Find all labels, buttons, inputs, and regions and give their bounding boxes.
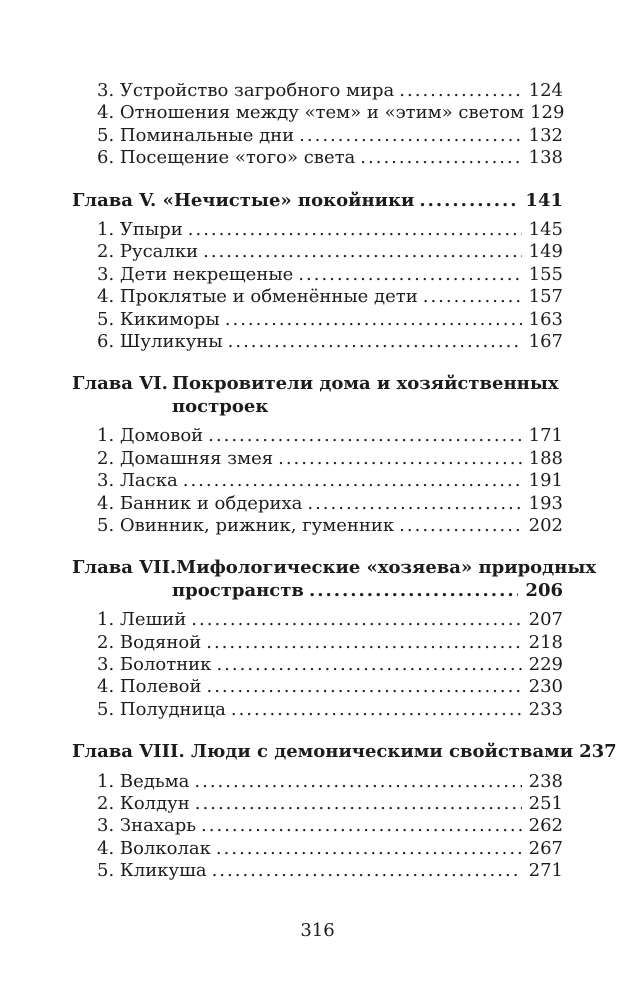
toc-entry-title: 5. Кликуша: [97, 860, 207, 882]
dot-leader: [298, 264, 521, 286]
toc-section-chapter-7: [72, 557, 597, 721]
toc-entry-title: 4. Волколак: [97, 837, 211, 859]
toc-entry: [72, 632, 563, 654]
dot-leader: [278, 448, 522, 470]
toc-entry-title: Покровители дома и хозяйственных: [172, 373, 559, 395]
toc-page-number: 132: [528, 124, 563, 146]
toc-page-number: 233: [528, 698, 563, 720]
toc-section-heading: [72, 741, 617, 763]
table-of-contents: [72, 80, 617, 883]
toc-entry: [72, 654, 563, 676]
toc-page-number: 271: [528, 860, 563, 882]
toc-chapter-heading-continuation: [72, 580, 563, 602]
toc-entry-title: 4. Полевой: [97, 676, 202, 698]
dot-leader: [194, 771, 521, 793]
toc-section-items: [72, 425, 563, 537]
dot-leader: [183, 470, 522, 492]
toc-entry: [72, 80, 563, 102]
dot-leader: [419, 190, 518, 212]
toc-section-heading: [72, 557, 597, 602]
dot-leader: [203, 241, 522, 263]
toc-entry-title: 6. Посещение «того» света: [97, 147, 356, 169]
toc-entry: [72, 219, 563, 241]
dot-leader: [206, 632, 521, 654]
toc-page-number: 171: [528, 425, 563, 447]
toc-chapter-heading: [72, 373, 563, 395]
dot-leader: [212, 860, 522, 882]
dot-leader: [423, 286, 522, 308]
toc-entry-title: Мифологические «хозяева» природных: [176, 557, 597, 579]
toc-entry: [72, 676, 563, 698]
toc-entry: [72, 771, 563, 793]
toc-entry: [72, 331, 563, 353]
dot-leader: [201, 815, 522, 837]
toc-page-number: 167: [528, 331, 563, 353]
toc-entry-title: 4. Проклятые и обменённые дети: [97, 286, 418, 308]
toc-section-preceding-chapter-items: [72, 80, 563, 170]
dot-leader: [206, 676, 521, 698]
toc-section-chapter-6: [72, 373, 563, 537]
toc-entry: [72, 448, 563, 470]
dot-leader: [191, 609, 521, 631]
toc-page-number: 251: [528, 792, 563, 814]
toc-page-number: 124: [528, 80, 563, 101]
toc-entry-title: 3. Устройство загробного мира: [97, 80, 395, 101]
toc-entry: [72, 125, 563, 147]
toc-page-number: 188: [528, 447, 563, 469]
toc-section-items: [72, 771, 563, 883]
toc-page-number: 202: [528, 514, 563, 536]
dot-leader: [309, 580, 518, 602]
dot-leader: [225, 309, 522, 331]
toc-entry-title: Глава VIII. Люди с демоническими свойствами: [72, 741, 574, 763]
toc-page-number: 206: [525, 579, 563, 601]
toc-section-chapter-5: [72, 190, 563, 354]
toc-entry: [72, 493, 563, 515]
toc-entry-title: 5. Полудница: [97, 698, 226, 720]
toc-page-number: 267: [528, 837, 563, 859]
dot-leader: [228, 331, 522, 353]
toc-chapter-heading: [72, 741, 617, 763]
dot-leader: [216, 838, 522, 860]
toc-page-number: 157: [528, 286, 563, 308]
dot-leader: [188, 219, 522, 241]
dot-leader: [399, 515, 521, 537]
toc-page-number: 237: [579, 741, 617, 763]
dot-leader: [195, 793, 522, 815]
toc-section-heading: [72, 190, 563, 212]
toc-entry-title: построек: [172, 395, 269, 417]
toc-entry-title: 4. Банник и обдериха: [97, 492, 303, 514]
dot-leader: [399, 80, 521, 102]
toc-page-number: 262: [528, 815, 563, 837]
toc-entry-title: 3. Знахарь: [97, 815, 197, 837]
page-number: 316: [300, 920, 335, 941]
toc-page-number: 155: [528, 263, 563, 285]
dot-leader: [307, 493, 521, 515]
toc-entry-title: 5. Поминальные дни: [97, 124, 295, 146]
toc-entry-title: 4. Отношения между «тем» и «этим» светом: [97, 102, 525, 124]
toc-page-number: 218: [528, 631, 563, 653]
toc-chapter-heading-continuation: [72, 396, 563, 418]
toc-page-number: 141: [525, 189, 563, 211]
toc-entry-title: 2. Водяной: [97, 631, 202, 653]
toc-page-number: 229: [528, 653, 563, 675]
toc-entry-title: 2. Колдун: [97, 792, 190, 814]
toc-entry-title: 1. Леший: [97, 609, 187, 631]
toc-entry-title: 2. Русалки: [97, 241, 199, 263]
toc-section-chapter-8: [72, 741, 617, 882]
toc-entry: [72, 515, 563, 537]
toc-entry-title: 1. Домовой: [97, 425, 204, 447]
toc-page-number: 129: [530, 102, 565, 124]
toc-chapter-heading: [72, 557, 597, 579]
toc-page-number: 163: [528, 308, 563, 330]
toc-page-number: 230: [528, 676, 563, 698]
toc-entry-title: 2. Домашняя змея: [97, 447, 274, 469]
toc-entry: [72, 860, 563, 882]
toc-chapter-label: Глава VII.: [72, 557, 177, 579]
toc-entry: [72, 241, 563, 263]
toc-entry: [72, 264, 563, 286]
dot-leader: [231, 699, 522, 721]
toc-section-heading: [72, 373, 563, 418]
toc-entry: [72, 102, 563, 124]
toc-entry: [72, 793, 563, 815]
toc-page-number: 193: [528, 492, 563, 514]
toc-entry-title: 3. Ласка: [97, 470, 178, 492]
dot-leader: [208, 425, 521, 447]
toc-page-number: 149: [528, 241, 563, 263]
toc-page-number: 138: [528, 147, 563, 169]
toc-chapter-label: Глава VI.: [72, 373, 168, 395]
toc-entry: [72, 609, 563, 631]
toc-page-number: 191: [528, 470, 563, 492]
toc-section-items: [72, 219, 563, 353]
toc-entry: [72, 815, 563, 837]
toc-entry-title: 6. Шуликуны: [97, 331, 223, 353]
toc-entry-title: 1. Упыри: [97, 219, 183, 241]
toc-entry-title: 5. Овинник, рижник, гуменник: [97, 514, 395, 536]
toc-section-items: [72, 80, 563, 170]
dot-leader: [360, 147, 521, 169]
toc-entry: [72, 286, 563, 308]
toc-entry-title: 3. Болотник: [97, 653, 212, 675]
toc-entry: [72, 425, 563, 447]
toc-entry-title: 1. Ведьма: [97, 770, 190, 792]
dot-leader: [216, 654, 521, 676]
toc-page-number: 238: [528, 770, 563, 792]
toc-page-number: 207: [528, 609, 563, 631]
toc-entry-title: 5. Кикиморы: [97, 308, 220, 330]
toc-section-items: [72, 609, 563, 721]
dot-leader: [299, 125, 521, 147]
toc-entry-title: 3. Дети некрещеные: [97, 263, 294, 285]
toc-entry: [72, 838, 563, 860]
toc-entry: [72, 147, 563, 169]
toc-page-number: 145: [528, 219, 563, 241]
toc-entry-title: пространств: [172, 579, 304, 601]
toc-entry: [72, 470, 563, 492]
toc-entry-title: Глава V. «Нечистые» покойники: [72, 189, 415, 211]
toc-chapter-heading: [72, 190, 563, 212]
toc-entry: [72, 309, 563, 331]
toc-entry: [72, 699, 563, 721]
